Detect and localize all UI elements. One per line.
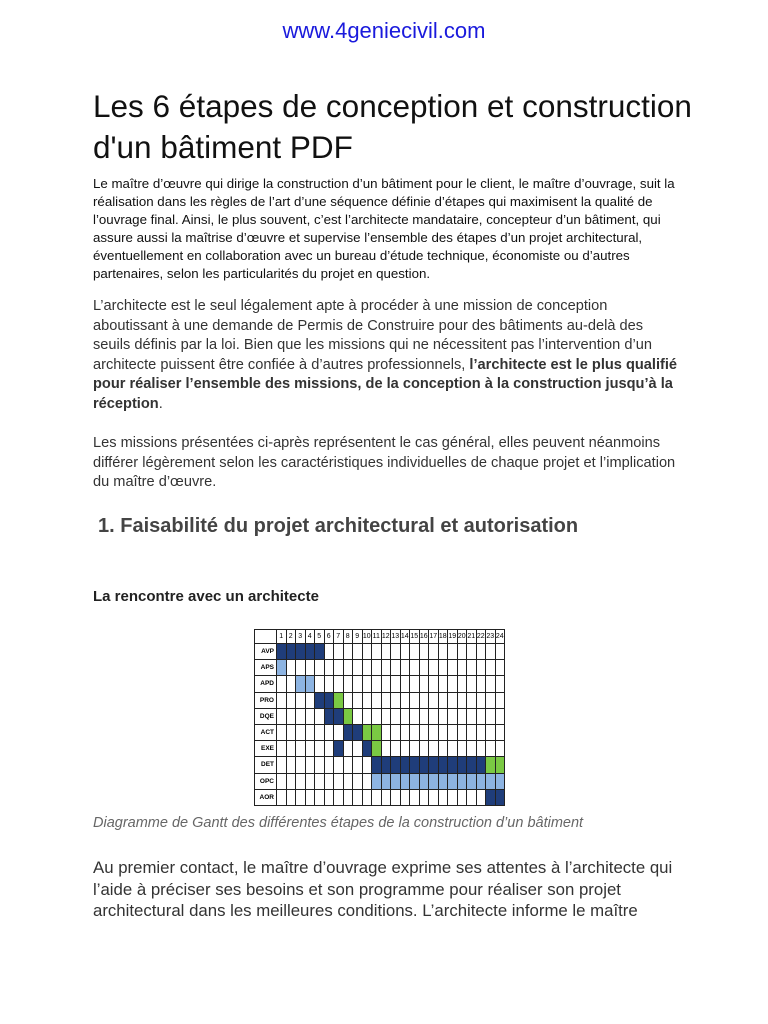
gantt-cell	[382, 757, 392, 773]
gantt-cell	[420, 693, 430, 709]
gantt-row-label: APD	[255, 676, 277, 692]
gantt-cell	[353, 644, 363, 660]
gantt-cell	[401, 709, 411, 725]
gantt-cell	[448, 790, 458, 806]
gantt-cell	[401, 725, 411, 741]
gantt-cell	[344, 709, 354, 725]
gantt-cell	[344, 774, 354, 790]
gantt-cell	[315, 757, 325, 773]
gantt-corner-cell	[255, 630, 277, 644]
gantt-cell	[372, 774, 382, 790]
gantt-cell	[477, 676, 487, 692]
gantt-cell	[353, 709, 363, 725]
figure-caption: Diagramme de Gantt des différentes étapes de la construction d’un bâtiment	[93, 815, 584, 831]
gantt-cell	[439, 644, 449, 660]
gantt-cell	[391, 741, 401, 757]
gantt-column-header: 22	[477, 630, 487, 644]
gantt-cell	[363, 774, 373, 790]
gantt-column-header: 21	[467, 630, 477, 644]
gantt-cell	[344, 693, 354, 709]
gantt-cell	[401, 774, 411, 790]
gantt-cell	[363, 693, 373, 709]
gantt-cell	[458, 774, 468, 790]
gantt-column-header: 6	[325, 630, 335, 644]
gantt-cell	[401, 741, 411, 757]
gantt-row-label: APS	[255, 660, 277, 676]
gantt-cell	[382, 644, 392, 660]
gantt-column-header: 11	[372, 630, 382, 644]
gantt-cell	[439, 757, 449, 773]
gantt-cell	[496, 790, 506, 806]
gantt-cell	[486, 644, 496, 660]
gantt-cell	[458, 790, 468, 806]
gantt-cell	[382, 741, 392, 757]
gantt-cell	[306, 693, 316, 709]
gantt-cell	[296, 676, 306, 692]
gantt-cell	[420, 644, 430, 660]
gantt-cell	[277, 676, 287, 692]
gantt-cell	[296, 741, 306, 757]
gantt-cell	[382, 709, 392, 725]
gantt-cell	[287, 644, 297, 660]
gantt-cell	[382, 725, 392, 741]
gantt-cell	[496, 644, 506, 660]
gantt-cell	[439, 660, 449, 676]
gantt-column-header: 17	[429, 630, 439, 644]
gantt-column-header: 5	[315, 630, 325, 644]
gantt-cell	[382, 774, 392, 790]
gantt-column-header: 12	[382, 630, 392, 644]
gantt-cell	[429, 693, 439, 709]
gantt-column-header: 23	[486, 630, 496, 644]
gantt-cell	[315, 725, 325, 741]
architect-text-1: est le seul légalement apte à procéder à une mission de conception aboutissant à une demande de Permis de Construire pour des bâtiments au-delà des seuils définis par la loi. Bien que les missions qui ne nécessitent pas l’intervention d’un architecte puissent être confiée à d’autres professionnels,	[93, 298, 652, 373]
gantt-cell	[315, 660, 325, 676]
gantt-cell	[353, 790, 363, 806]
gantt-cell	[344, 676, 354, 692]
gantt-cell	[410, 757, 420, 773]
gantt-cell	[448, 774, 458, 790]
gantt-cell	[477, 757, 487, 773]
gantt-cell	[344, 790, 354, 806]
gantt-cell	[353, 774, 363, 790]
gantt-cell	[439, 676, 449, 692]
gantt-cell	[477, 660, 487, 676]
gantt-cell	[477, 790, 487, 806]
architect-text-2: .	[158, 395, 163, 412]
gantt-column-header: 19	[448, 630, 458, 644]
gantt-cell	[477, 725, 487, 741]
gantt-cell	[325, 693, 335, 709]
gantt-chart-grid	[254, 629, 505, 806]
gantt-cell	[353, 725, 363, 741]
gantt-column-header: 8	[344, 630, 354, 644]
gantt-cell	[306, 709, 316, 725]
gantt-cell	[306, 725, 316, 741]
gantt-cell	[296, 644, 306, 660]
gantt-cell	[382, 676, 392, 692]
gantt-cell	[439, 709, 449, 725]
gantt-cell	[458, 693, 468, 709]
gantt-cell	[391, 790, 401, 806]
gantt-cell	[477, 709, 487, 725]
gantt-cell	[325, 741, 335, 757]
gantt-cell	[448, 709, 458, 725]
gantt-cell	[477, 644, 487, 660]
page-title: Les 6 étapes de conception et construction d'un bâtiment PDF	[93, 88, 692, 165]
gantt-cell	[458, 660, 468, 676]
gantt-cell	[306, 741, 316, 757]
gantt-cell	[325, 757, 335, 773]
gantt-cell	[277, 709, 287, 725]
gantt-cell	[344, 741, 354, 757]
gantt-cell	[372, 741, 382, 757]
gantt-cell	[458, 757, 468, 773]
gantt-cell	[287, 693, 297, 709]
gantt-cell	[420, 741, 430, 757]
gantt-cell	[287, 709, 297, 725]
gantt-cell	[296, 790, 306, 806]
gantt-cell	[401, 790, 411, 806]
gantt-cell	[486, 693, 496, 709]
gantt-column-header: 18	[439, 630, 449, 644]
gantt-cell	[429, 676, 439, 692]
gantt-cell	[467, 790, 477, 806]
gantt-cell	[363, 741, 373, 757]
gantt-cell	[391, 693, 401, 709]
gantt-cell	[306, 676, 316, 692]
gantt-cell	[363, 676, 373, 692]
gantt-cell	[401, 676, 411, 692]
gantt-cell	[486, 741, 496, 757]
gantt-cell	[334, 693, 344, 709]
gantt-cell	[467, 693, 477, 709]
gantt-cell	[496, 741, 506, 757]
gantt-cell	[363, 757, 373, 773]
gantt-cell	[458, 676, 468, 692]
first-contact-paragraph: Au premier contact, le maître d’ouvrage exprime ses attentes à l’architecte qui l’aide à préciser ses besoins et son programme pour réaliser son projet architectural dans les meilleures conditions. L’architecte informe le maître	[93, 858, 673, 921]
gantt-cell	[334, 774, 344, 790]
gantt-cell	[334, 709, 344, 725]
gantt-cell	[410, 660, 420, 676]
gantt-cell	[429, 790, 439, 806]
gantt-cell	[344, 644, 354, 660]
gantt-cell	[467, 741, 477, 757]
gantt-cell	[325, 790, 335, 806]
gantt-cell	[353, 757, 363, 773]
gantt-cell	[296, 693, 306, 709]
gantt-cell	[277, 660, 287, 676]
gantt-cell	[448, 693, 458, 709]
gantt-row-label: PRO	[255, 693, 277, 709]
gantt-cell	[334, 741, 344, 757]
gantt-cell	[382, 660, 392, 676]
gantt-cell	[477, 774, 487, 790]
gantt-cell	[496, 774, 506, 790]
gantt-column-header: 13	[391, 630, 401, 644]
gantt-column-header: 16	[420, 630, 430, 644]
gantt-cell	[334, 660, 344, 676]
gantt-cell	[277, 693, 287, 709]
gantt-column-header: 10	[363, 630, 373, 644]
gantt-cell	[420, 709, 430, 725]
gantt-cell	[467, 757, 477, 773]
gantt-cell	[344, 757, 354, 773]
gantt-cell	[429, 741, 439, 757]
gantt-cell	[467, 709, 477, 725]
gantt-cell	[325, 774, 335, 790]
gantt-cell	[439, 693, 449, 709]
gantt-cell	[439, 790, 449, 806]
gantt-row-label: DQE	[255, 709, 277, 725]
gantt-cell	[429, 644, 439, 660]
gantt-column-header: 9	[353, 630, 363, 644]
gantt-cell	[334, 644, 344, 660]
gantt-cell	[372, 676, 382, 692]
gantt-cell	[486, 676, 496, 692]
gantt-cell	[448, 741, 458, 757]
gantt-cell	[306, 660, 316, 676]
gantt-cell	[296, 757, 306, 773]
gantt-cell	[325, 725, 335, 741]
architect-text: L’architecte	[93, 298, 167, 314]
gantt-cell	[448, 757, 458, 773]
gantt-column-header: 4	[306, 630, 316, 644]
gantt-cell	[448, 644, 458, 660]
gantt-cell	[467, 725, 477, 741]
gantt-cell	[486, 660, 496, 676]
gantt-cell	[372, 757, 382, 773]
gantt-cell	[296, 709, 306, 725]
gantt-cell	[287, 757, 297, 773]
gantt-cell	[334, 676, 344, 692]
gantt-cell	[372, 693, 382, 709]
gantt-cell	[287, 774, 297, 790]
gantt-cell	[315, 709, 325, 725]
gantt-column-header: 14	[401, 630, 411, 644]
gantt-cell	[458, 725, 468, 741]
gantt-column-header: 2	[287, 630, 297, 644]
gantt-cell	[420, 757, 430, 773]
gantt-cell	[486, 790, 496, 806]
gantt-cell	[401, 757, 411, 773]
gantt-cell	[382, 693, 392, 709]
gantt-cell	[477, 693, 487, 709]
gantt-cell	[344, 660, 354, 676]
gantt-column-header: 7	[334, 630, 344, 644]
gantt-cell	[287, 725, 297, 741]
gantt-cell	[439, 725, 449, 741]
gantt-cell	[410, 725, 420, 741]
gantt-cell	[410, 709, 420, 725]
gantt-row-label: EXE	[255, 741, 277, 757]
gantt-row-label: ACT	[255, 725, 277, 741]
gantt-cell	[410, 676, 420, 692]
gantt-cell	[363, 644, 373, 660]
gantt-cell	[448, 725, 458, 741]
gantt-cell	[420, 790, 430, 806]
gantt-cell	[325, 676, 335, 692]
gantt-row-label: OPC	[255, 774, 277, 790]
gantt-cell	[353, 676, 363, 692]
gantt-cell	[429, 660, 439, 676]
gantt-cell	[296, 774, 306, 790]
gantt-cell	[391, 660, 401, 676]
gantt-cell	[448, 676, 458, 692]
gantt-cell	[325, 644, 335, 660]
gantt-cell	[287, 660, 297, 676]
gantt-cell	[420, 725, 430, 741]
section-heading: 1. Faisabilité du projet architectural et autorisation	[98, 515, 579, 537]
gantt-cell	[496, 757, 506, 773]
gantt-cell	[363, 790, 373, 806]
gantt-cell	[486, 774, 496, 790]
gantt-cell	[306, 757, 316, 773]
gantt-cell	[467, 676, 477, 692]
gantt-cell	[353, 693, 363, 709]
gantt-cell	[410, 741, 420, 757]
gantt-cell	[429, 709, 439, 725]
gantt-cell	[477, 741, 487, 757]
gantt-cell	[486, 757, 496, 773]
gantt-cell	[315, 741, 325, 757]
gantt-cell	[410, 644, 420, 660]
gantt-cell	[306, 774, 316, 790]
gantt-column-header: 20	[458, 630, 468, 644]
gantt-cell	[287, 676, 297, 692]
gantt-cell	[391, 644, 401, 660]
gantt-cell	[410, 774, 420, 790]
gantt-cell	[334, 790, 344, 806]
gantt-cell	[315, 676, 325, 692]
gantt-cell	[420, 660, 430, 676]
gantt-cell	[372, 790, 382, 806]
gantt-row-label: DET	[255, 757, 277, 773]
gantt-cell	[277, 774, 287, 790]
gantt-cell	[439, 741, 449, 757]
gantt-cell	[363, 660, 373, 676]
gantt-cell	[401, 660, 411, 676]
gantt-cell	[391, 709, 401, 725]
gantt-chart-figure	[254, 629, 505, 806]
gantt-cell	[467, 660, 477, 676]
gantt-cell	[391, 774, 401, 790]
gantt-cell	[287, 741, 297, 757]
gantt-cell	[458, 741, 468, 757]
gantt-cell	[334, 725, 344, 741]
gantt-row-label: AVP	[255, 644, 277, 660]
gantt-cell	[277, 741, 287, 757]
gantt-cell	[401, 644, 411, 660]
gantt-cell	[382, 790, 392, 806]
gantt-cell	[277, 790, 287, 806]
gantt-cell	[353, 741, 363, 757]
gantt-cell	[410, 790, 420, 806]
gantt-cell	[277, 725, 287, 741]
gantt-cell	[287, 790, 297, 806]
missions-paragraph: Les missions présentées ci-après représentent le cas général, elles peuvent néanmoins différer légèrement selon les caractéristiques individuelles de chaque projet et l’implication du maître d’œuvre.	[93, 435, 676, 490]
gantt-cell	[315, 774, 325, 790]
gantt-cell	[353, 660, 363, 676]
gantt-cell	[410, 693, 420, 709]
gantt-row-label: AOR	[255, 790, 277, 806]
architect-bold-text: l’architecte est le plus qualifié pour réaliser l’ensemble des missions, de la conception à la construction jusqu’à la réception	[93, 356, 678, 412]
gantt-cell	[486, 709, 496, 725]
gantt-cell	[496, 660, 506, 676]
gantt-cell	[306, 790, 316, 806]
gantt-cell	[372, 644, 382, 660]
gantt-cell	[334, 757, 344, 773]
gantt-cell	[325, 709, 335, 725]
gantt-cell	[496, 676, 506, 692]
gantt-cell	[429, 757, 439, 773]
gantt-cell	[391, 757, 401, 773]
gantt-cell	[458, 644, 468, 660]
gantt-cell	[344, 725, 354, 741]
gantt-cell	[496, 693, 506, 709]
gantt-cell	[315, 790, 325, 806]
gantt-cell	[372, 709, 382, 725]
gantt-cell	[429, 774, 439, 790]
gantt-cell	[429, 725, 439, 741]
gantt-cell	[458, 709, 468, 725]
intro-paragraph: Le maître d’œuvre qui dirige la construction d’un bâtiment pour le client, le maître d’ouvrage, suit la réalisation dans les règles de l’art d’une séquence définie d’étapes qui maximisent la qualité de l’ouvrage final. Ainsi, le plus souvent, c’est l’architecte mandataire, concepteur d’un bâtiment, qui assure aussi la maîtrise d’œuvre et supervise l’ensemble des étapes d’un projet architectural, éventuellement en collaboration avec un bureau d’étude technique, économiste ou d’autres partenaires, selon les particularités du projet en question.	[93, 176, 675, 281]
gantt-cell	[315, 644, 325, 660]
gantt-column-header: 24	[496, 630, 506, 644]
gantt-cell	[296, 660, 306, 676]
gantt-cell	[496, 709, 506, 725]
gantt-cell	[315, 693, 325, 709]
gantt-cell	[391, 676, 401, 692]
gantt-column-header: 15	[410, 630, 420, 644]
gantt-cell	[486, 725, 496, 741]
gantt-cell	[296, 725, 306, 741]
sub-heading: La rencontre avec un architecte	[93, 588, 319, 605]
gantt-cell	[420, 676, 430, 692]
gantt-cell	[372, 660, 382, 676]
gantt-cell	[391, 725, 401, 741]
gantt-cell	[467, 774, 477, 790]
gantt-cell	[363, 709, 373, 725]
architect-paragraph	[93, 297, 683, 414]
gantt-cell	[325, 660, 335, 676]
gantt-column-header: 3	[296, 630, 306, 644]
gantt-cell	[363, 725, 373, 741]
gantt-cell	[277, 644, 287, 660]
gantt-cell	[448, 660, 458, 676]
site-url-link[interactable]: www.4geniecivil.com	[282, 18, 486, 43]
gantt-cell	[439, 774, 449, 790]
gantt-cell	[420, 774, 430, 790]
gantt-cell	[401, 693, 411, 709]
gantt-cell	[372, 725, 382, 741]
gantt-cell	[496, 725, 506, 741]
gantt-cell	[467, 644, 477, 660]
gantt-cell	[277, 757, 287, 773]
gantt-column-header: 1	[277, 630, 287, 644]
gantt-cell	[306, 644, 316, 660]
